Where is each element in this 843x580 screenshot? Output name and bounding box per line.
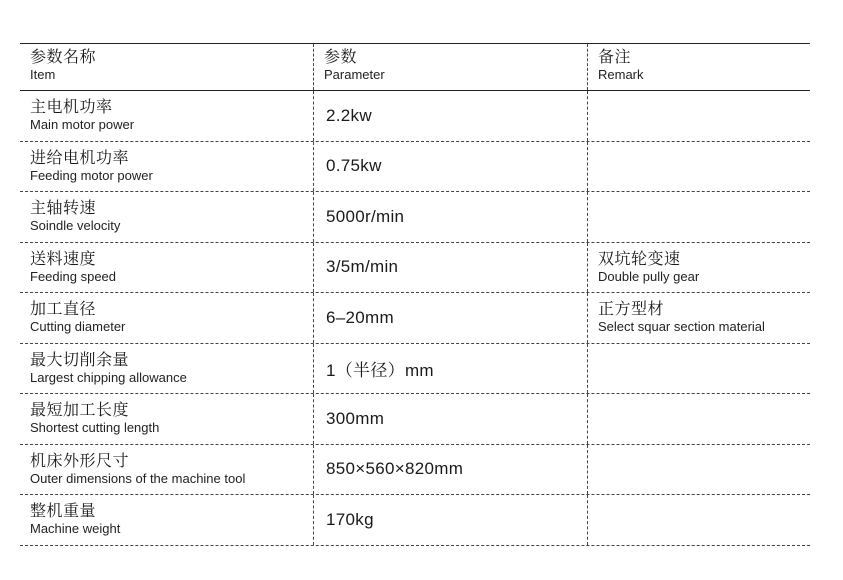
parameter-cell xyxy=(313,192,587,242)
parameter-cell xyxy=(313,394,587,444)
item-name-en: Feeding motor power xyxy=(30,167,153,183)
item-name-en: Outer dimensions of the machine tool xyxy=(30,470,246,486)
parameter-cell xyxy=(313,91,587,141)
remark-cell xyxy=(587,445,810,495)
header-remark-zh: 备注 xyxy=(598,49,632,66)
item-cell xyxy=(20,344,313,394)
table-row xyxy=(20,445,810,496)
item-cell xyxy=(20,445,313,495)
parameter-value: 0.75kw xyxy=(326,156,382,176)
item-name-en: Shortest cutting length xyxy=(30,420,160,435)
item-name-zh: 送料速度 xyxy=(30,250,97,268)
item-cell xyxy=(20,91,313,141)
item-cell xyxy=(20,495,313,545)
parameter-cell xyxy=(313,293,587,343)
header-parameter-zh: 参数 xyxy=(324,49,358,66)
header-remark xyxy=(587,44,810,90)
item-name-zh: 加工直径 xyxy=(30,301,97,318)
parameter-cell xyxy=(313,445,587,495)
parameter-value: 5000r/min xyxy=(326,206,405,226)
table-row xyxy=(20,142,810,193)
item-name-en: Soindle velocity xyxy=(30,218,121,233)
remark-cell xyxy=(587,192,810,242)
item-name-en: Main motor power xyxy=(30,117,135,132)
remark-cell xyxy=(587,293,810,343)
item-cell xyxy=(20,394,313,444)
parameter-value: 3/5m/min xyxy=(326,257,399,277)
table-row xyxy=(20,243,810,294)
header-item-zh: 参数名称 xyxy=(30,49,97,66)
parameter-cell xyxy=(313,142,587,192)
item-name-en: Feeding speed xyxy=(30,268,117,284)
parameter-value: 6–20mm xyxy=(326,307,394,327)
item-name-zh: 整机重量 xyxy=(30,503,97,520)
item-cell xyxy=(20,243,313,293)
table-header xyxy=(20,43,810,91)
remark-zh: 正方型材 xyxy=(598,301,665,318)
remark-cell xyxy=(587,344,810,394)
item-cell xyxy=(20,142,313,192)
item-name-en: Largest chipping allowance xyxy=(30,369,187,385)
table-row xyxy=(20,394,810,445)
parameter-value: 170kg xyxy=(326,509,374,529)
remark-en: Select squar section material xyxy=(598,319,765,334)
table-row xyxy=(20,495,810,546)
header-remark-en: Remark xyxy=(598,67,644,82)
item-name-en: Machine weight xyxy=(30,521,121,536)
remark-cell xyxy=(587,91,810,141)
item-cell xyxy=(20,293,313,343)
table-row xyxy=(20,293,810,344)
table-row xyxy=(20,344,810,395)
remark-cell xyxy=(587,495,810,545)
parameter-cell xyxy=(313,495,587,545)
parameter-value: 300mm xyxy=(326,408,385,428)
header-item xyxy=(20,44,313,90)
parameter-cell xyxy=(313,344,587,394)
remark-cell xyxy=(587,243,810,293)
remark-cell xyxy=(587,142,810,192)
item-name-en: Cutting diameter xyxy=(30,319,126,334)
parameter-cell xyxy=(313,243,587,293)
parameter-value: 2.2kw xyxy=(326,105,372,125)
parameter-value: 850×560×820mm xyxy=(326,459,464,479)
remark-cell xyxy=(587,394,810,444)
item-name-zh: 主电机功率 xyxy=(30,99,113,116)
spec-table xyxy=(20,43,810,546)
header-parameter xyxy=(313,44,587,90)
table-row xyxy=(20,91,810,142)
item-name-zh: 最短加工长度 xyxy=(30,402,130,419)
header-parameter-en: Parameter xyxy=(324,67,385,82)
remark-en: Double pully gear xyxy=(598,268,700,284)
parameter-value: 1（半径）mm xyxy=(326,360,434,380)
item-cell xyxy=(20,192,313,242)
header-item-en: Item xyxy=(30,67,56,82)
remark-zh: 双坑轮变速 xyxy=(598,250,681,268)
item-name-zh: 进给电机功率 xyxy=(30,149,130,167)
item-name-zh: 最大切削余量 xyxy=(30,351,130,369)
item-name-zh: 机床外形尺寸 xyxy=(30,452,130,470)
table-row xyxy=(20,192,810,243)
item-name-zh: 主轴转速 xyxy=(30,200,97,217)
